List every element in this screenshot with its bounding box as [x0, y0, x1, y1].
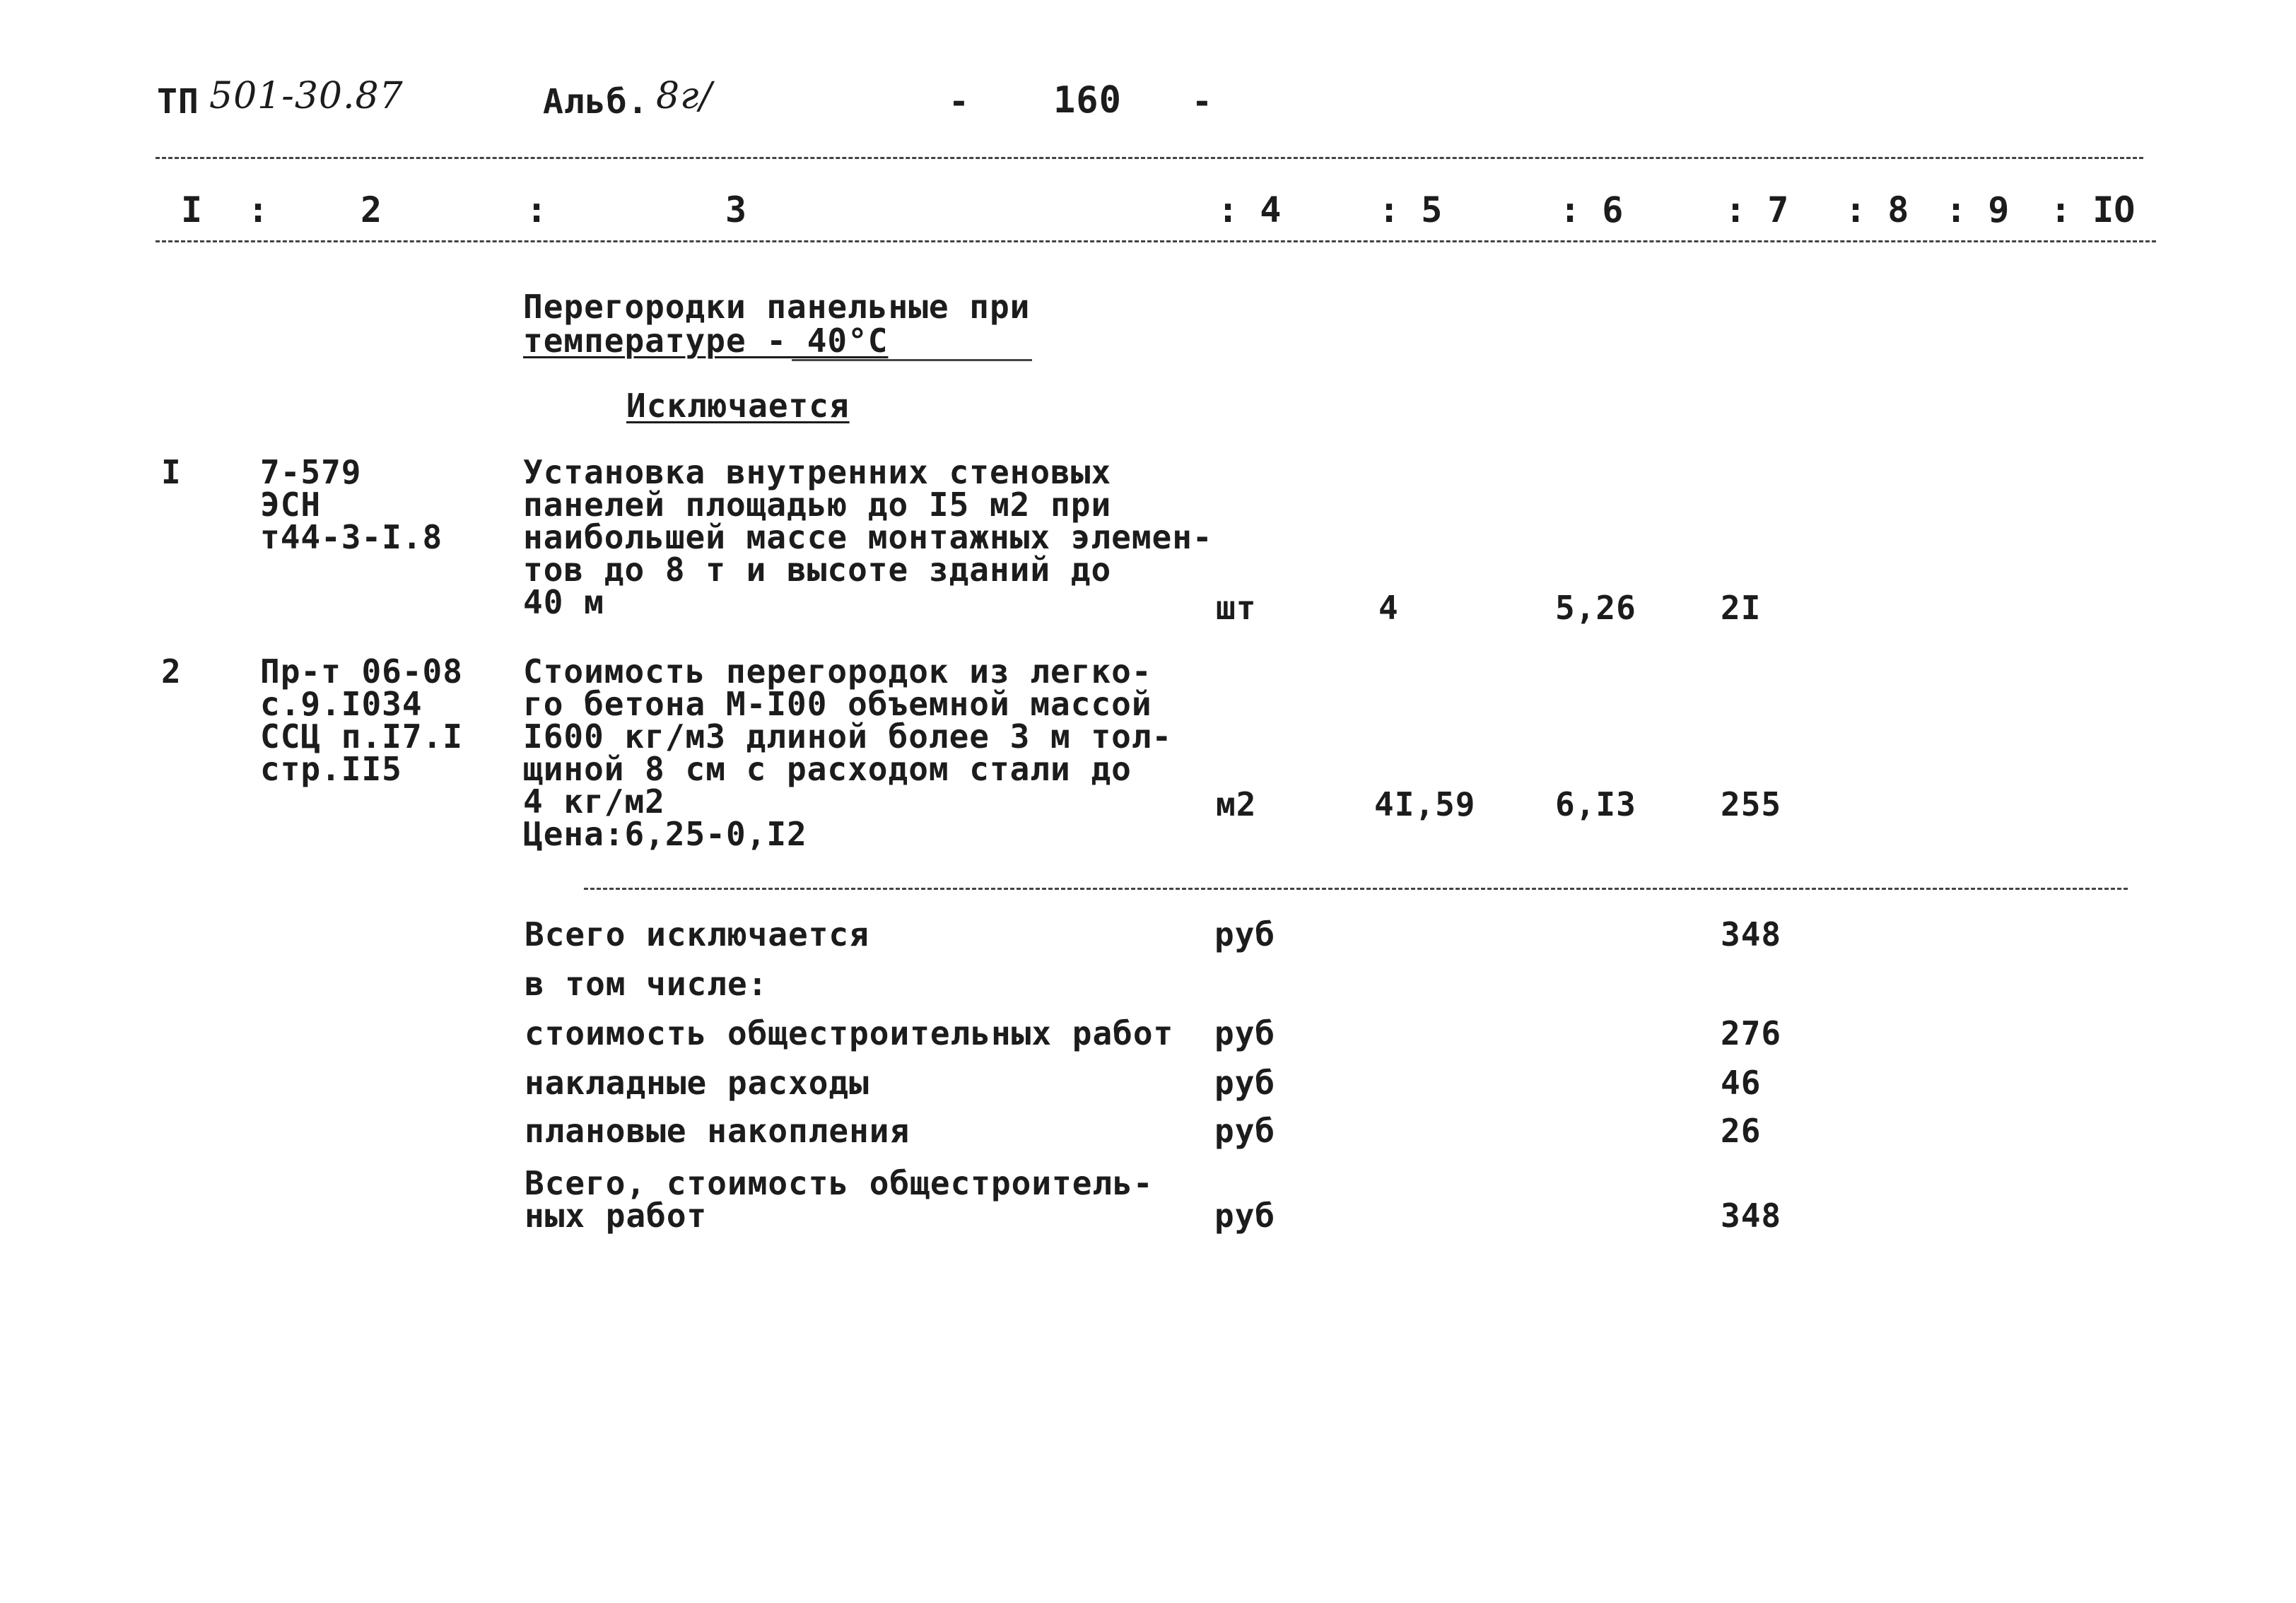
row-description-line: 4 кг/м2 [523, 782, 665, 821]
summary-unit: руб [1214, 1014, 1276, 1052]
row-unit-price: 6,I3 [1555, 785, 1636, 823]
column-separator: : [247, 189, 269, 230]
tp-prefix: ТП [157, 82, 199, 122]
summary-label-continuation: ных работ [525, 1197, 708, 1235]
row-unit: м2 [1216, 785, 1257, 823]
row-ref-line: ССЦ п.I7.I [260, 717, 463, 756]
summary-total: 26 [1721, 1112, 1762, 1150]
section-title-line1: Перегородки панельные при [523, 288, 1031, 326]
tp-code: 501-30.87 [209, 75, 404, 117]
section-title-line2: температуре - 40°С [523, 322, 889, 360]
column-label: : 9 [1945, 189, 2010, 230]
column-label: : IO [2050, 189, 2136, 230]
summary-unit: руб [1214, 1064, 1276, 1102]
column-label: : 6 [1559, 189, 1624, 230]
section-title-underline [792, 359, 1032, 361]
row-ref-line: стр.II5 [260, 750, 402, 788]
summary-rule [584, 888, 2128, 890]
row-number: 2 [161, 652, 182, 691]
album-label: Альб. [543, 82, 649, 122]
header-dash-left: - [949, 82, 970, 122]
row-ref-line: 7-579 [260, 453, 362, 491]
row-unit-price: 5,26 [1555, 589, 1636, 627]
summary-label: Всего исключается [525, 915, 869, 953]
column-label: : 8 [1845, 189, 1909, 230]
row-description-line: панелей площадью до I5 м2 при [523, 486, 1112, 524]
row-total: 2I [1721, 589, 1762, 627]
summary-label: Всего, стоимость общестроитель- [525, 1164, 1154, 1202]
summary-total: 348 [1721, 915, 1782, 953]
row-total: 255 [1721, 785, 1782, 823]
row-description-line: тов до 8 т и высоте зданий до [523, 551, 1112, 589]
row-ref-line: т44-3-I.8 [260, 518, 443, 556]
row-quantity: 4 [1378, 589, 1399, 627]
column-label: 2 [361, 189, 382, 230]
row-description-line: наибольшей массе монтажных элемен- [523, 518, 1213, 556]
column-label: 3 [725, 189, 747, 230]
page-number: 160 [1053, 79, 1122, 122]
column-label: : 4 [1217, 189, 1282, 230]
row-description-line: го бетона М-I00 объемной массой [523, 685, 1152, 723]
summary-label: в том числе: [525, 965, 768, 1003]
summary-unit: руб [1214, 1197, 1276, 1235]
summary-total: 46 [1721, 1064, 1762, 1102]
row-price-note: Цена:6,25-0,I2 [523, 815, 807, 853]
header-rule-bottom [156, 240, 2156, 242]
section-subtitle: Исключается [626, 387, 850, 425]
row-description-line: Установка внутренних стеновых [523, 453, 1112, 491]
row-description-line: щиной 8 см с расходом стали до [523, 750, 1132, 788]
header-dash-right: - [1192, 82, 1213, 122]
row-description-line: 40 м [523, 583, 604, 621]
row-quantity: 4I,59 [1374, 785, 1476, 823]
summary-unit: руб [1214, 1112, 1276, 1150]
header-rule-top [156, 157, 2143, 159]
row-ref-line: ЭСН [260, 486, 322, 524]
summary-total: 276 [1721, 1014, 1782, 1052]
summary-label: плановые накопления [525, 1112, 910, 1150]
row-number: I [161, 453, 182, 491]
column-label: I [181, 189, 203, 230]
summary-label: накладные расходы [525, 1064, 869, 1102]
summary-label: стоимость общестроительных работ [525, 1014, 1174, 1052]
album-number: 8г/ [656, 75, 713, 117]
row-description-line: Стоимость перегородок из легко- [523, 652, 1152, 691]
column-label: : 5 [1378, 189, 1443, 230]
row-unit: шт [1216, 589, 1257, 627]
row-description-line: I600 кг/м3 длиной более 3 м тол- [523, 717, 1173, 756]
summary-unit: руб [1214, 915, 1276, 953]
summary-total: 348 [1721, 1197, 1782, 1235]
row-ref-line: Пр-т 06-08 [260, 652, 463, 691]
row-ref-line: с.9.I034 [260, 685, 423, 723]
column-separator: : [526, 189, 548, 230]
column-label: : 7 [1725, 189, 1789, 230]
